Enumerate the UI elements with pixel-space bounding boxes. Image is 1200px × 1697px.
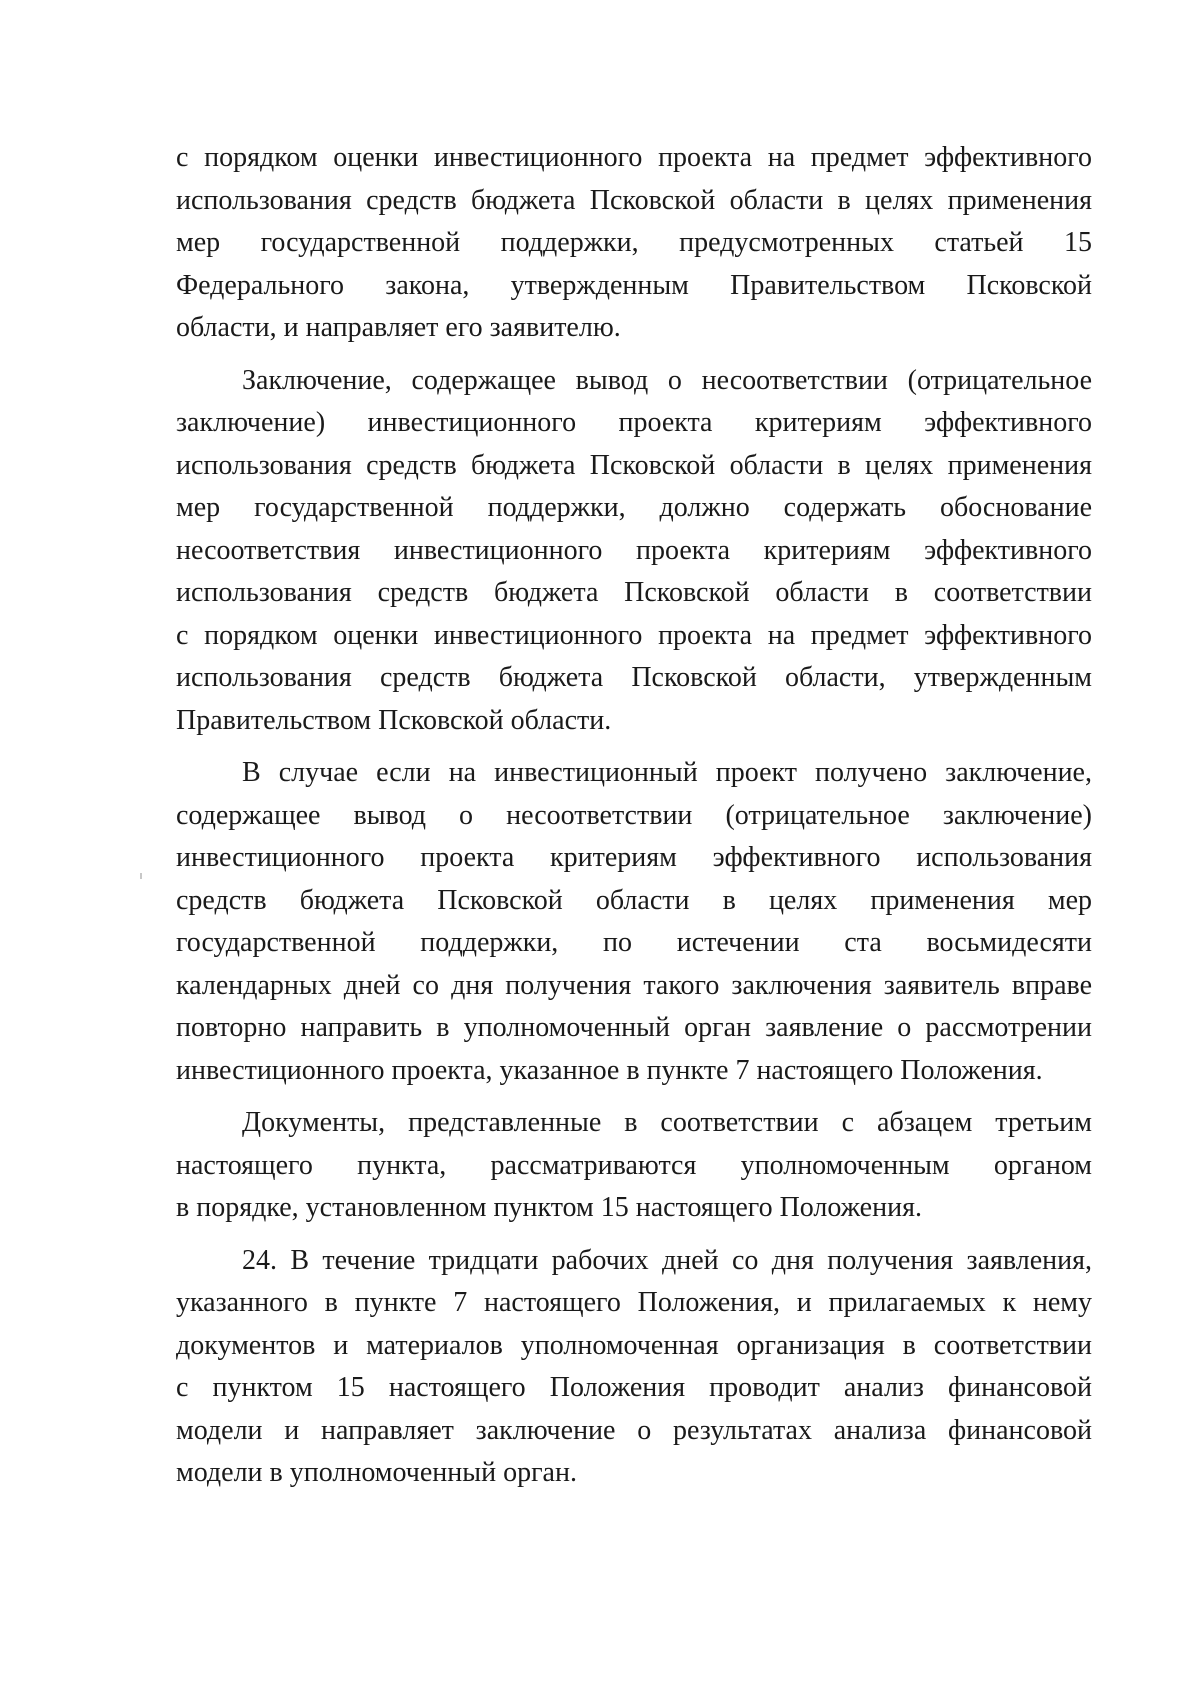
paragraph xyxy=(176,360,1092,743)
text-line: модели в уполномоченный орган. xyxy=(176,1457,577,1488)
text-line: календарных дней со дня получения такого заключения заявитель вправе xyxy=(176,969,1092,1001)
text-line: средств бюджета Псковской области в целях применения мер xyxy=(176,884,1092,916)
document-body xyxy=(176,137,1092,1505)
text-line: использования средств бюджета Псковской области в целях применения xyxy=(176,184,1092,216)
text-line: содержащее вывод о несоответствии (отрицательное заключение) xyxy=(176,799,1092,831)
text-line: несоответствия инвестиционного проекта критериям эффективного xyxy=(176,534,1092,566)
text-line: области, и направляет его заявителю. xyxy=(176,312,621,343)
scan-artifact-mark xyxy=(140,873,142,879)
text-line: Федерального закона, утвержденным Правительством Псковской xyxy=(176,269,1092,301)
text-line: В случае если на инвестиционный проект получено заключение, xyxy=(242,757,1092,788)
text-line: документов и материалов уполномоченная организация в соответствии xyxy=(176,1329,1092,1361)
text-line: с пунктом 15 настоящего Положения проводит анализ финансовой xyxy=(176,1372,1092,1403)
text-line: использования средств бюджета Псковской области в соответствии xyxy=(176,577,1092,608)
text-line: заключение) инвестиционного проекта критериям эффективного xyxy=(176,407,1092,438)
text-line: инвестиционного проекта критериям эффективного использования xyxy=(176,842,1092,873)
text-line: Заключение, содержащее вывод о несоответствии (отрицательное xyxy=(242,364,1092,396)
text-line: повторно направить в уполномоченный орган заявление о рассмотрении xyxy=(176,1012,1092,1043)
text-line: в порядке, установленном пунктом 15 настоящего Положения. xyxy=(176,1192,922,1223)
paragraph xyxy=(176,137,1092,350)
text-line: Документы, представленные в соответствии с абзацем третьим xyxy=(242,1107,1092,1138)
text-line: использования средств бюджета Псковской области, утвержденным xyxy=(176,662,1092,693)
text-line: настоящего пункта, рассматриваются уполномоченным органом xyxy=(176,1149,1092,1181)
text-line: мер государственной поддержки, предусмотренных статьей 15 xyxy=(176,227,1092,258)
text-line: указанного в пункте 7 настоящего Положения, и прилагаемых к нему xyxy=(176,1287,1092,1318)
text-line: использования средств бюджета Псковской области в целях применения xyxy=(176,449,1092,481)
text-line: государственной поддержки, по истечении ста восьмидесяти xyxy=(176,927,1092,958)
text-line: мер государственной поддержки, должно содержать обоснование xyxy=(176,492,1092,523)
paragraph xyxy=(176,1240,1092,1495)
text-line: с порядком оценки инвестиционного проекта на предмет эффективного xyxy=(176,142,1092,173)
text-line: модели и направляет заключение о результатах анализа финансовой xyxy=(176,1414,1092,1446)
text-line: Правительством Псковской области. xyxy=(176,704,612,736)
text-line: 24. В течение тридцати рабочих дней со дня получения заявления, xyxy=(242,1244,1092,1276)
paragraph xyxy=(176,752,1092,1092)
text-line: инвестиционного проекта, указанное в пункте 7 настоящего Положения. xyxy=(176,1054,1043,1086)
paragraph xyxy=(176,1102,1092,1230)
text-line: с порядком оценки инвестиционного проекта на предмет эффективного xyxy=(176,619,1092,651)
